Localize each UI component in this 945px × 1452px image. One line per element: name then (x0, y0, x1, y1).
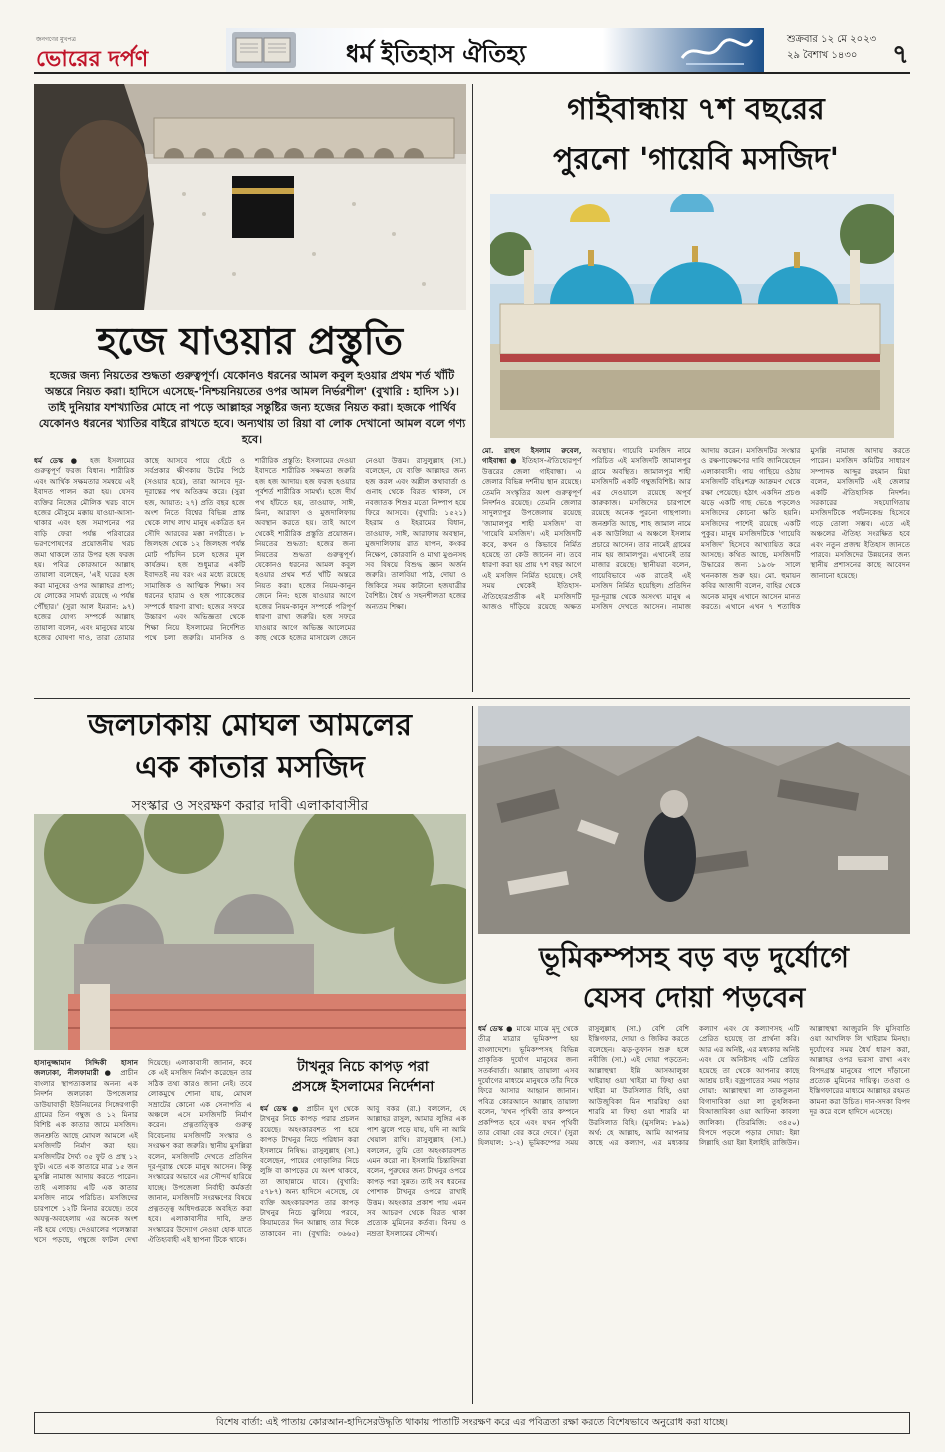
hajj-byline: ধর্ম ডেস্ক (34, 456, 64, 465)
gaibandha-title-line1: গাইবান্ধায় ৭শ বছরের (567, 92, 825, 127)
gaibandha-body: মো. রাহুল ইসলাম রুবেল, গাইবান্ধা ● ইতিহাস-ঐতিহ্যেরপূর্ণ উত্তরের জেলা গাইবান্ধা। এ জেলার বিভিন্ন দর্শনীয় স্থান রয়েছে। তেমনি সংস্কৃতির অংশ গুরুত্বপূর্ণ নিদর্শনও রয়েছে। তেমনি জেলার সাদুল্যাপুর উপজেলায় রয়েছে 'জামালপুর শাহী মসজিদ' বা 'গায়েবি মসজিদ'। এই মসজিদটি কবে, কখন ও কিভাবে নির্মিত হয়েছে তা কেউ জানেন না। তবে ধারণা করা হয় প্রায় ৭শ বছর আগে এই মসজিদ নির্মিত হয়েছে। সেই সময় থেকেই ইতিহাস-ঐতিহ্যেরপ্রতীক এই মসজিদটি আজও দাঁড়িয়ে রয়েছে অক্ষত অবস্থায়। গায়েবি মসজিদ নামে পরিচিত এই মসজিদটি জামালপুর গ্রামে অবস্থিত। জামালপুর শাহী মসজিদটি একটি গম্বুজবিশিষ্ট। আর এর দেওয়ালে রয়েছে অপূর্ব কারুকাজ। মসজিদের চারপাশে রয়েছে অনেক পুরনো গাছপালা। জনশ্রুতি আছে, শাহ জামাল নামে এক আউলিয়া এ অঞ্চলে ইসলাম প্রচারে আসেন। তার নামেই গ্রামের নাম হয় জামালপুর। এখানেই তার মাজার রয়েছে। স্থানীয়রা বলেন, গায়েবিভাবে এক রাতেই এই মসজিদ নির্মিত হয়েছিল। প্রতিদিন দূর-দূরান্ত থেকে অসংখ্য মানুষ এ মসজিদ দেখতে আসেন। নামাজ আদায় করেন। মসজিদটির সংস্কার ও রক্ষণাবেক্ষণের দাবি জানিয়েছেন এলাকাবাসী। গায় গাছিয়ে ওঠায় মসজিদটি বহিঃশত্রু আক্রমণ থেকে রক্ষা পেয়েছে। হঠাৎ একদিন প্রচণ্ড ঝড়ে একটি গাছ ভেঙে পড়লেও মসজিদের কোনো ক্ষতি হয়নি। মসজিদের পাশেই রয়েছে একটি পুকুর। মানুষ মসজিদটিকে 'গায়েবি মসজিদ' হিসেবে আখ্যায়িত করে আসছে। কথিত আছে, মসজিদটি উদ্ধারের জন্য ১৯৩৮ সালে খননকাজ শুরু হয়। মো. হুমায়ন কবির আজাদী বলেন, বাহির থেকে অনেক মানুষ এখানে আসেন মানত করতে। এখানে এখন ৭ শতাধিক মুসল্লি নামাজ আদায় করতে পারেন। মসজিদ কমিটির সাধারণ সম্পাদক আব্দুর রহমান মিয়া বলেন, মসজিদটি এই জেলার একটি ঐতিহাসিক নিদর্শন। সরকারের সহযোগিতায় মসজিদটিকে পর্যটনকেন্দ্র হিসেবে গড়ে তোলা সম্ভব। এতে এই অঞ্চলের ঐতিহ্য সংরক্ষিত হবে এবং নতুন প্রজন্ম ইতিহাস জানতে পারবে। মসজিদের উন্নয়নের জন্য স্থানীয় প্রশাসনের কাছে আবেদন জানানো হয়েছে। (482, 446, 910, 612)
hajj-body: ধর্ম ডেস্ক ● হজ ইসলামের গুরুত্বপূর্ণ ফরজ বিধান। শারীরিক এবং আর্থিক সক্ষমতার সমন্বয়ে এই ইবাদত পালন করা হয়। যেসব ব্যক্তির নিজের মৌলিক খরচ বাদে হজের মৌসুমে মক্কায় যাওয়া-আসা-থাকার এবং হজ সমাপনের পর বাড়ি ফেরা পর্যন্ত পরিবারের ভরণপোষণের প্রয়োজনীয় খরচ জমা থাকলে তার উপর হজ ফরজ হয়। পবিত্র কোরআনে আল্লাহ তায়ালা বলেছেন, 'এই ঘরের হজ করা মানুষের ওপর আল্লাহর প্রাপ্য; যে লোকের সামর্থ্য রয়েছে এ পর্যন্ত পৌঁছার।' (সুরা আল ইমরান: ৯৭) হজের যোগ্য সম্পর্কে আল্লাহ তায়ালা বলেন, এবং মানুষের মাঝে হজের ঘোষণা দাও, তারা তোমার কাছে আসবে পায়ে হেঁটে ও সর্বপ্রকার ক্ষীণকায় উটের পিঠে (সওয়ার হয়ে), তারা আসবে দূর-দূরান্তের পথ অতিক্রম করে। (সুরা হজ, আয়াত: ২৭) প্রতি বছর হজে অংশ নিতে বিশ্বের বিভিন্ন প্রান্ত থেকে লাখ লাখ মানুষ একত্রিত হন সৌদি আরবের মক্কা নগরীতে। ৮ জিলহজ থেকে ১২ জিলহজ পর্যন্ত মোট পাঁচদিন চলে হজের মূল কার্যক্রম। হজ শুধুমাত্র একটি ইবাদতই নয় বরং এর মধ্যে রয়েছে সামাজিক ও আত্মিক শিক্ষা। সব ধরনের হারাম ও হজ প্যাকেজের সম্পর্কে ধারণা রাখা: হজের সফরে উচ্চারণ এবং অভিজ্ঞতা থেকে শিক্ষা নিয়ে ইসলামের নির্দেশিত পথে চলা জরুরি। মানসিক ও শারীরিক প্রস্তুতি: ইসলামের দেওয়া ইবাদতে শারীরিক সক্ষমতা জরুরি হজ হজ আদায়। হজ ফরজ হওয়ার পূর্বশর্ত শারীরিক সামর্থ্য। হজে দীর্ঘ পথ হাঁটতে হয়, তাওয়াফ, সাঈ, মিনা, আরাফা ও মুজদালিফায় অবস্থান করতে হয়। তাই আগে থেকেই শারীরিক প্রস্তুতি প্রয়োজন। নিয়তের শুদ্ধতা: হজের জন্য নিয়তের শুদ্ধতা গুরুত্বপূর্ণ। যেকোনও ধরনের আমল কবুল হওয়ার প্রথম শর্ত খাঁটি অন্তরে নিয়ত করা। হজের নিয়ম-কানুন জেনে নিন: হজে যাওয়ার আগে হজের নিয়ম-কানুন সম্পর্কে পরিপূর্ণ ধারণা রাখা জরুরি। হজ সফরে যাওয়ার আগে অভিজ্ঞ আলেমের কাছ থেকে হজের মাসায়েল জেনে নেওয়া উত্তম। রাসুলুল্লাহ (সা.) বলেছেন, যে ব্যক্তি আল্লাহর জন্য হজ করল এবং অশ্লীল কথাবার্তা ও গুনাহ থেকে বিরত থাকল, সে নবজাতক শিশুর মতো নিষ্পাপ হয়ে ফিরে আসবে। (বুখারি: ১৫২১) ইহরাম ও ইহরামের বিধান, তাওয়াফ, সাঈ, আরাফায় অবস্থান, মুজদালিফায় রাত যাপন, কংকর নিক্ষেপ, কোরবানি ও মাথা মুণ্ডনসহ সব বিষয়ে বিশুদ্ধ জ্ঞান অর্জন জরুরি। তালবিয়া পাঠ, দোয়া ও জিকিরে সময় কাটানো হজযাত্রীর বৈশিষ্ট্য। ধৈর্য ও সহনশীলতা হজের অন্যতম শিক্ষা। (34, 456, 466, 642)
takhnu-body: ধর্ম ডেস্ক ● প্রাচীন যুগ থেকে টাখনুর নিচে কাপড় পরার প্রচলন রয়েছে। অহংকারবশত পা হয়ে কাপড় টাখনুর নিচে পরিধান করা ইসলামে নিষিদ্ধ। রাসুলুল্লাহ (সা.) বলেছেন, পায়ের গোড়ালির নিচে লুঙ্গি বা কাপড়ের যে অংশ থাকবে, তা জাহান্নামে যাবে। (বুখারি: ৫৭৮৭) অন্য হাদিসে এসেছে, যে ব্যক্তি অহংকারবশত তার কাপড় টাখনুর নিচে ঝুলিয়ে পরবে, কিয়ামতের দিন আল্লাহ তার দিকে তাকাবেন না। (বুখারি: ৩৬৬৫) আবু বকর (রা.) বললেন, হে আল্লাহর রাসুল, আমার লুঙ্গির এক পাশ ঝুলে পড়ে যায়, যদি না আমি খেয়াল রাখি। রাসুলুল্লাহ (সা.) বললেন, তুমি তো অহংকারবশত এমন করো না। ইসলামি চিন্তাবিদরা বলেন, পুরুষের জন্য টাখনুর ওপরে কাপড় পরা সুন্নত। তাই সব ধরনের পোশাক টাখনুর ওপরে রাখাই উত্তম। অহংকার প্রকাশ পায় এমন সব আচরণ থেকে বিরত থাকা প্রত্যেক মুমিনের কর্তব্য। বিনয় ও নম্রতা ইসলামের সৌন্দর্য। (260, 1104, 466, 1238)
earthquake-body: ধর্ম ডেস্ক ● মাঝে মাঝে মৃদু থেকে তীব্র মাত্রার ভূমিকম্প হয় বাংলাদেশে। ভূমিকম্পসহ বিভিন্ন প্রাকৃতিক দুর্যোগ মানুষের জন্য সতর্কবার্তা। আল্লাহ তায়ালা এসব দুর্যোগের মাধ্যমে মানুষকে তাঁর দিকে ফিরে আসার আহ্বান জানান। পবিত্র কোরআনে আল্লাহ তায়ালা বলেন, 'যখন পৃথিবী তার কম্পনে প্রকম্পিত হবে এবং যখন পৃথিবী তার বোঝা বের করে দেবে।' (সুরা যিলযাল: ১-২) ভূমিকম্পের সময় রাসুলুল্লাহ (সা.) বেশি বেশি ইস্তিগফার, দোয়া ও জিকির করতে বলেছেন। ঝড়-তুফান শুরু হলে নবীজি (সা.) এই দোয়া পড়তেন: আল্লাহুম্মা ইন্নি আসআলুকা খাইরাহা ওয়া খাইরা মা ফিহা ওয়া খাইরা মা উরসিলাত বিহি, ওয়া আউজুবিকা মিন শাররিহা ওয়া শাররি মা ফিহা ওয়া শাররি মা উরসিলাত বিহি। (মুসলিম: ৮৯৯) অর্থ: হে আল্লাহ, আমি আপনার কাছে এর কল্যাণ, এর মধ্যকার কল্যাণ এবং যে কল্যাণসহ এটি প্রেরিত হয়েছে তা প্রার্থনা করি। আর এর অনিষ্ট, এর মধ্যকার অনিষ্ট এবং যে অনিষ্টসহ এটি প্রেরিত হয়েছে তা থেকে আপনার কাছে আশ্রয় চাই। বজ্রপাতের সময় পড়ার দোয়া: আল্লাহুম্মা লা তাকতুলনা বিগাদাবিকা ওয়া লা তুহলিকনা বিআজাবিকা ওয়া আফিনা কাবলা জালিকা। (তিরমিজি: ৩৪৫০) বিপদে পড়লে পড়ার দোয়া: ইন্না লিল্লাহি ওয়া ইন্না ইলাইহি রাজিউন। আল্লাহুম্মা আজুরনি ফি মুসিবাতি ওয়া আখলিফ লি খাইরাম মিনহা। দুর্যোগের সময় ধৈর্য ধারণ করা, আল্লাহর ওপর ভরসা রাখা এবং বিপদগ্রস্ত মানুষের পাশে দাঁড়ানো প্রত্যেক মুমিনের দায়িত্ব। তওবা ও ইস্তিগফারের মাধ্যমে আল্লাহর রহমত কামনা করা উচিত। দান-সদকা বিপদ দূর করে বলে হাদিসে এসেছে। (478, 1024, 910, 1148)
masthead (34, 28, 910, 74)
date-bengali: ২৯ বৈশাখ ১৪৩০ (787, 50, 858, 61)
earthquake-rubble-photo (478, 706, 910, 934)
section-title: ধর্ম ইতিহাস ঐতিহ্য (346, 40, 526, 68)
jaldhaka-subtitle: সংস্কার ও সংরক্ষণ করার দাবী এলাকাবাসীর (131, 798, 369, 814)
earthquake-title-line2: যেসব দোয়া পড়বেন (582, 981, 806, 1014)
newspaper-logo: ভোরের দর্পণ (36, 47, 149, 72)
column-divider-lower (472, 706, 473, 1404)
earthquake-title-line1: ভূমিকম্পসহ বড় বড় দুর্যোগে (539, 941, 849, 974)
gaibandha-body-text: ইতিহাস-ঐতিহ্যেরপূর্ণ উত্তরের জেলা গাইবান্ধা। এ জেলার বিভিন্ন দর্শনীয় স্থান রয়েছে। তেমনি সংস্কৃতির অংশ গুরুত্বপূর্ণ নিদর্শনও রয়েছে। তেমনি জেলার সাদুল্যাপুর উপজেলায় রয়েছে 'জামালপুর শাহী মসজিদ' বা 'গায়েবি মসজিদ'। এই মসজিদটি কবে, কখন ও কিভাবে নির্মিত হয়েছে তা কেউ জানেন না। তবে ধারণা করা হয় প্রায় ৭শ বছর আগে এই মসজিদ নির্মিত হয়েছে। সেই সময় থেকেই ইতিহাস-ঐতিহ্যেরপ্রতীক এই মসজিদটি আজও দাঁড়িয়ে রয়েছে অক্ষত অবস্থায়। গায়েবি মসজিদ নামে পরিচিত এই মসজিদটি জামালপুর গ্রামে অবস্থিত। জামালপুর শাহী মসজিদটি একটি গম্বুজবিশিষ্ট। আর এর দেওয়ালে রয়েছে অপূর্ব কারুকাজ। মসজিদের চারপাশে রয়েছে অনেক পুরনো গাছপালা। জনশ্রুতি আছে, শাহ জামাল নামে এক আউলিয়া এ অঞ্চলে ইসলাম প্রচারে আসেন। তার নামেই গ্রামের নাম হয় জামালপুর। এখানেই তার মাজার রয়েছে। স্থানীয়রা বলেন, গায়েবিভাবে এক রাতেই এই মসজিদ নির্মিত হয়েছিল। প্রতিদিন দূর-দূরান্ত থেকে অসংখ্য মানুষ এ মসজিদ দেখতে আসেন। নামাজ আদায় করেন। মসজিদটির সংস্কার ও রক্ষণাবেক্ষণের দাবি জানিয়েছেন এলাকাবাসী। গায় গাছিয়ে ওঠায় মসজিদটি বহিঃশত্রু আক্রমণ থেকে রক্ষা পেয়েছে। হঠাৎ একদিন প্রচণ্ড ঝড়ে একটি গাছ ভেঙে পড়লেও মসজিদের কোনো ক্ষতি হয়নি। মসজিদের পাশেই রয়েছে একটি পুকুর। মানুষ মসজিদটিকে 'গায়েবি মসজিদ' হিসেবে আখ্যায়িত করে আসছে। কথিত আছে, মসজিদটি উদ্ধারের জন্য ১৯৩৮ সালে খননকাজ শুরু হয়। মো. হুমায়ন কবির আজাদী বলেন, বাহির থেকে অনেক মানুষ এখানে আসেন মানত করতে। এখানে এখন ৭ শতাধিক মুসল্লি নামাজ আদায় করতে পারেন। মসজিদ কমিটির সাধারণ সম্পাদক আব্দুর রহমান মিয়া বলেন, মসজিদটি এই জেলার একটি ঐতিহাসিক নিদর্শন। সরকারের সহযোগিতায় মসজিদটিকে পর্যটনকেন্দ্র হিসেবে গড়ে তোলা সম্ভব। এতে এই অঞ্চলের ঐতিহ্য সংরক্ষিত হবে এবং নতুন প্রজন্ম ইতিহাস জানতে পারবে। মসজিদের উন্নয়নের জন্য স্থানীয় প্রশাসনের কাছে আবেদন জানানো হয়েছে। (482, 446, 910, 612)
issue-date (787, 32, 876, 64)
section-divider (34, 698, 910, 699)
jaldhaka-body: হাসানুজ্জামান সিদ্দিকী হাসান জলঢাকা, নীলফামারী ● প্রাচীন বাংলার স্থাপত্যকলার অনন্য এক নিদর্শন জলঢাকা উপজেলার ডাউয়াবাড়ী ইউনিয়নের সিঙ্গেরগাড়ী গ্রামের তিন গম্বুজ ও ১২ মিনার বিশিষ্ট এক কাতার জামে মসজিদ। জনশ্রুতি আছে মোঘল আমলে এই মসজিদটি নির্মাণ করা হয়। মসজিদটির দৈর্ঘ্য ৩৫ ফুট ও প্রস্থ ১২ ফুট। এতে এক কাতারে মাত্র ১৫ জন মুসল্লি নামাজ আদায় করতে পারেন। তাই এলাকায় এটি এক কাতার মসজিদ নামে পরিচিত। মসজিদের চারপাশে ১২টি মিনার রয়েছে। তবে অযত্ন-অবহেলায় এর অনেক অংশ নষ্ট হয়ে গেছে। দেওয়ালের পলেস্তারা খসে পড়ছে, গম্বুজে ফাটল দেখা দিয়েছে। এলাকাবাসী জানান, কবে কে এই মসজিদ নির্মাণ করেছেন তার সঠিক তথ্য কারও জানা নেই। তবে লোকমুখে শোনা যায়, মোঘল সম্রাটের কোনো এক সেনাপতি এ অঞ্চলে এসে মসজিদটি নির্মাণ করেন। প্রত্নতাত্ত্বিক গুরুত্ব বিবেচনায় মসজিদটি সংস্কার ও সংরক্ষণ করা জরুরি। স্থানীয় মুসল্লিরা বলেন, মসজিদটি দেখতে প্রতিদিন দূর-দূরান্ত থেকে মানুষ আসেন। কিন্তু সংস্কারের অভাবে এর সৌন্দর্য হারিয়ে যাচ্ছে। উপজেলা নির্বাহী কর্মকর্তা জানান, মসজিদটি সংরক্ষণের বিষয়ে প্রত্নতত্ত্ব অধিদপ্তরকে অবহিত করা হবে। এলাকাবাসীর দাবি, দ্রুত সংস্কারের উদ্যোগ নেওয়া হোক যাতে ঐতিহ্যবাহী এই স্থাপনা টিকে থাকে। (34, 1058, 252, 1244)
hajj-kaaba-photo (34, 84, 466, 310)
gaibandha-title-line2: পুরনো 'গায়েবি মসজিদ' (553, 142, 839, 177)
hajj-lead: হজের জন্য নিয়তের শুদ্ধতা গুরুত্বপূর্ণ। যেকোনও ধরনের আমল কবুল হওয়ার প্রথম শর্ত খাঁটি অন্তরে নিয়ত করা। হাদিসে এসেছে-'নিশ্চয়নিয়তের ওপর আমল নির্ভরশীল' (বুখারি : হাদিস ১)। তাই দুনিয়ার যশখ্যাতির মোহে না পড়ে আল্লাহর সন্তুষ্টির জন্য হজের নিয়ত করা। হজকে পার্থিব যেকোনও ধরনের খ্যাতির বাইরে রাখতে হবে। অন্যথায় তা রিয়া বা লোক দেখানো আমল বলে গণ্য হবে। (38, 369, 466, 446)
takhnu-body-text: প্রাচীন যুগ থেকে টাখনুর নিচে কাপড় পরার প্রচলন রয়েছে। অহংকারবশত পা হয়ে কাপড় টাখনুর নিচে পরিধান করা ইসলামে নিষিদ্ধ। রাসুলুল্লাহ (সা.) বলেছেন, পায়ের গোড়ালির নিচে লুঙ্গি বা কাপড়ের যে অংশ থাকবে, তা জাহান্নামে যাবে। (বুখারি: ৫৭৮৭) অন্য হাদিসে এসেছে, যে ব্যক্তি অহংকারবশত তার কাপড় টাখনুর নিচে ঝুলিয়ে পরবে, কিয়ামতের দিন আল্লাহ তার দিকে তাকাবেন না। (বুখারি: ৩৬৬৫) আবু বকর (রা.) বললেন, হে আল্লাহর রাসুল, আমার লুঙ্গির এক পাশ ঝুলে পড়ে যায়, যদি না আমি খেয়াল রাখি। রাসুলুল্লাহ (সা.) বললেন, তুমি তো অহংকারবশত এমন করো না। ইসলামি চিন্তাবিদরা বলেন, পুরুষের জন্য টাখনুর ওপরে কাপড় পরা সুন্নত। তাই সব ধরনের পোশাক টাখনুর ওপরে রাখাই উত্তম। অহংকার প্রকাশ পায় এমন সব আচরণ থেকে বিরত থাকা প্রত্যেক মুমিনের কর্তব্য। বিনয় ও নম্রতা ইসলামের সৌন্দর্য। (260, 1104, 466, 1238)
jaldhaka-title-line2: এক কাতার মসজিদ (135, 750, 365, 785)
gaibandha-mosque-photo (490, 194, 894, 438)
page-number: ৭ (892, 40, 909, 70)
jaldhaka-title-line1: জলঢাকায় মোঘল আমলের (87, 708, 413, 743)
column-divider (472, 84, 473, 692)
jaldhaka-body-text: প্রাচীন বাংলার স্থাপত্যকলার অনন্য এক নিদর্শন জলঢাকা উপজেলার ডাউয়াবাড়ী ইউনিয়নের সিঙ্গেরগাড়ী গ্রামের তিন গম্বুজ ও ১২ মিনার বিশিষ্ট এক কাতার জামে মসজিদ। জনশ্রুতি আছে মোঘল আমলে এই মসজিদটি নির্মাণ করা হয়। মসজিদটির দৈর্ঘ্য ৩৫ ফুট ও প্রস্থ ১২ ফুট। এতে এক কাতারে মাত্র ১৫ জন মুসল্লি নামাজ আদায় করতে পারেন। তাই এলাকায় এটি এক কাতার মসজিদ নামে পরিচিত। মসজিদের চারপাশে ১২টি মিনার রয়েছে। তবে অযত্ন-অবহেলায় এর অনেক অংশ নষ্ট হয়ে গেছে। দেওয়ালের পলেস্তারা খসে পড়ছে, গম্বুজে ফাটল দেখা দিয়েছে। এলাকাবাসী জানান, কবে কে এই মসজিদ নির্মাণ করেছেন তার সঠিক তথ্য কারও জানা নেই। তবে লোকমুখে শোনা যায়, মোঘল সম্রাটের কোনো এক সেনাপতি এ অঞ্চলে এসে মসজিদটি নির্মাণ করেন। প্রত্নতাত্ত্বিক গুরুত্ব বিবেচনায় মসজিদটি সংস্কার ও সংরক্ষণ করা জরুরি। স্থানীয় মুসল্লিরা বলেন, মসজিদটি দেখতে প্রতিদিন দূর-দূরান্ত থেকে মানুষ আসেন। কিন্তু সংস্কারের অভাবে এর সৌন্দর্য হারিয়ে যাচ্ছে। উপজেলা নির্বাহী কর্মকর্তা জানান, মসজিদটি সংরক্ষণের বিষয়ে প্রত্নতত্ত্ব অধিদপ্তরকে অবহিত করা হবে। এলাকাবাসীর দাবি, দ্রুত সংস্কারের উদ্যোগ নেওয়া হোক যাতে ঐতিহ্যবাহী এই স্থাপনা টিকে থাকে। (34, 1058, 252, 1244)
footer-notice: বিশেষ বার্তা: এই পাতায় কোরআন-হাদিসেরউদ্ধৃতি থাকায় পাতাটি সংরক্ষণ করে এর পবিত্রতা রক্ষা করতে বিশেষভাবে অনুরোধ করা যাচ্ছে। (34, 1412, 910, 1434)
takhnu-title-line1: টাখনুর নিচে কাপড় পরা (297, 1059, 429, 1075)
arabic-calligraphy-icon (674, 30, 758, 70)
hajj-title: হজে যাওয়ার প্রস্তুতি (97, 319, 403, 363)
jaldhaka-byline: হাসানুজ্জামান সিদ্দিকী হাসান জলঢাকা, নীলফামারী (34, 1058, 138, 1078)
gaibandha-byline: মো. রাহুল ইসলাম রুবেল, গাইবান্ধা (482, 446, 582, 466)
earthquake-body-text: মাঝে মাঝে মৃদু থেকে তীব্র মাত্রার ভূমিকম্প হয় বাংলাদেশে। ভূমিকম্পসহ বিভিন্ন প্রাকৃতিক দুর্যোগ মানুষের জন্য সতর্কবার্তা। আল্লাহ তায়ালা এসব দুর্যোগের মাধ্যমে মানুষকে তাঁর দিকে ফিরে আসার আহ্বান জানান। পবিত্র কোরআনে আল্লাহ তায়ালা বলেন, 'যখন পৃথিবী তার কম্পনে প্রকম্পিত হবে এবং যখন পৃথিবী তার বোঝা বের করে দেবে।' (সুরা যিলযাল: ১-২) ভূমিকম্পের সময় রাসুলুল্লাহ (সা.) বেশি বেশি ইস্তিগফার, দোয়া ও জিকির করতে বলেছেন। ঝড়-তুফান শুরু হলে নবীজি (সা.) এই দোয়া পড়তেন: আল্লাহুম্মা ইন্নি আসআলুকা খাইরাহা ওয়া খাইরা মা ফিহা ওয়া খাইরা মা উরসিলাত বিহি, ওয়া আউজুবিকা মিন শাররিহা ওয়া শাররি মা ফিহা ওয়া শাররি মা উরসিলাত বিহি। (মুসলিম: ৮৯৯) অর্থ: হে আল্লাহ, আমি আপনার কাছে এর কল্যাণ, এর মধ্যকার কল্যাণ এবং যে কল্যাণসহ এটি প্রেরিত হয়েছে তা প্রার্থনা করি। আর এর অনিষ্ট, এর মধ্যকার অনিষ্ট এবং যে অনিষ্টসহ এটি প্রেরিত হয়েছে তা থেকে আপনার কাছে আশ্রয় চাই। বজ্রপাতের সময় পড়ার দোয়া: আল্লাহুম্মা লা তাকতুলনা বিগাদাবিকা ওয়া লা তুহলিকনা বিআজাবিকা ওয়া আফিনা কাবলা জালিকা। (তিরমিজি: ৩৪৫০) বিপদে পড়লে পড়ার দোয়া: ইন্না লিল্লাহি ওয়া ইন্না ইলাইহি রাজিউন। আল্লাহুম্মা আজুরনি ফি মুসিবাতি ওয়া আখলিফ লি খাইরাম মিনহা। দুর্যোগের সময় ধৈর্য ধারণ করা, আল্লাহর ওপর ভরসা রাখা এবং বিপদগ্রস্ত মানুষের পাশে দাঁড়ানো প্রত্যেক মুমিনের দায়িত্ব। তওবা ও ইস্তিগফারের মাধ্যমে আল্লাহর রহমত কামনা করা উচিত। দান-সদকা বিপদ দূর করে বলে হাদিসে এসেছে। (478, 1024, 910, 1148)
takhnu-title-line2: প্রসঙ্গে ইসলামের নির্দেশনা (291, 1079, 435, 1095)
logo-tagline: জনগণের মুখপত্র (36, 36, 76, 43)
quran-book-icon (232, 32, 296, 68)
section-banner (226, 28, 764, 72)
earthquake-byline: ধর্ম ডেস্ক (478, 1024, 503, 1033)
takhnu-byline: ধর্ম ডেস্ক (260, 1104, 287, 1113)
date-gregorian: শুক্রবার ১২ মে ২০২৩ (787, 34, 877, 45)
hajj-body-text: হজ ইসলামের গুরুত্বপূর্ণ ফরজ বিধান। শারীরিক এবং আর্থিক সক্ষমতার সমন্বয়ে এই ইবাদত পালন করা হয়। যেসব ব্যক্তির নিজের মৌলিক খরচ বাদে হজের মৌসুমে মক্কায় যাওয়া-আসা-থাকার এবং হজ সমাপনের পর বাড়ি ফেরা পর্যন্ত পরিবারের ভরণপোষণের প্রয়োজনীয় খরচ জমা থাকলে তার উপর হজ ফরজ হয়। পবিত্র কোরআনে আল্লাহ তায়ালা বলেছেন, 'এই ঘরের হজ করা মানুষের ওপর আল্লাহর প্রাপ্য; যে লোকের সামর্থ্য রয়েছে এ পর্যন্ত পৌঁছার।' (সুরা আল ইমরান: ৯৭) হজের যোগ্য সম্পর্কে আল্লাহ তায়ালা বলেন, এবং মানুষের মাঝে হজের ঘোষণা দাও, তারা তোমার কাছে আসবে পায়ে হেঁটে ও সর্বপ্রকার ক্ষীণকায় উটের পিঠে (সওয়ার হয়ে), তারা আসবে দূর-দূরান্তের পথ অতিক্রম করে। (সুরা হজ, আয়াত: ২৭) প্রতি বছর হজে অংশ নিতে বিশ্বের বিভিন্ন প্রান্ত থেকে লাখ লাখ মানুষ একত্রিত হন সৌদি আরবের মক্কা নগরীতে। ৮ জিলহজ থেকে ১২ জিলহজ পর্যন্ত মোট পাঁচদিন চলে হজের মূল কার্যক্রম। হজ শুধুমাত্র একটি ইবাদতই নয় বরং এর মধ্যে রয়েছে সামাজিক ও আত্মিক শিক্ষা। সব ধরনের হারাম ও হজ প্যাকেজের সম্পর্কে ধারণা রাখা: হজের সফরে উচ্চারণ এবং অভিজ্ঞতা থেকে শিক্ষা নিয়ে ইসলামের নির্দেশিত পথে চলা জরুরি। মানসিক ও শারীরিক প্রস্তুতি: ইসলামের দেওয়া ইবাদতে শারীরিক সক্ষমতা জরুরি হজ হজ আদায়। হজ ফরজ হওয়ার পূর্বশর্ত শারীরিক সামর্থ্য। হজে দীর্ঘ পথ হাঁটতে হয়, তাওয়াফ, সাঈ, মিনা, আরাফা ও মুজদালিফায় অবস্থান করতে হয়। তাই আগে থেকেই শারীরিক প্রস্তুতি প্রয়োজন। নিয়তের শুদ্ধতা: হজের জন্য নিয়তের শুদ্ধতা গুরুত্বপূর্ণ। যেকোনও ধরনের আমল কবুল হওয়ার প্রথম শর্ত খাঁটি অন্তরে নিয়ত করা। হজের নিয়ম-কানুন জেনে নিন: হজে যাওয়ার আগে হজের নিয়ম-কানুন সম্পর্কে পরিপূর্ণ ধারণা রাখা জরুরি। হজ সফরে যাওয়ার আগে অভিজ্ঞ আলেমের কাছ থেকে হজের মাসায়েল জেনে নেওয়া উত্তম। রাসুলুল্লাহ (সা.) বলেছেন, যে ব্যক্তি আল্লাহর জন্য হজ করল এবং অশ্লীল কথাবার্তা ও গুনাহ থেকে বিরত থাকল, সে নবজাতক শিশুর মতো নিষ্পাপ হয়ে ফিরে আসবে। (বুখারি: ১৫২১) ইহরাম ও ইহরামের বিধান, তাওয়াফ, সাঈ, আরাফায় অবস্থান, মুজদালিফায় রাত যাপন, কংকর নিক্ষেপ, কোরবানি ও মাথা মুণ্ডনসহ সব বিষয়ে বিশুদ্ধ জ্ঞান অর্জন জরুরি। তালবিয়া পাঠ, দোয়া ও জিকিরে সময় কাটানো হজযাত্রীর বৈশিষ্ট্য। ধৈর্য ও সহনশীলতা হজের অন্যতম শিক্ষা। (34, 456, 466, 642)
jaldhaka-mosque-photo (34, 814, 466, 1050)
